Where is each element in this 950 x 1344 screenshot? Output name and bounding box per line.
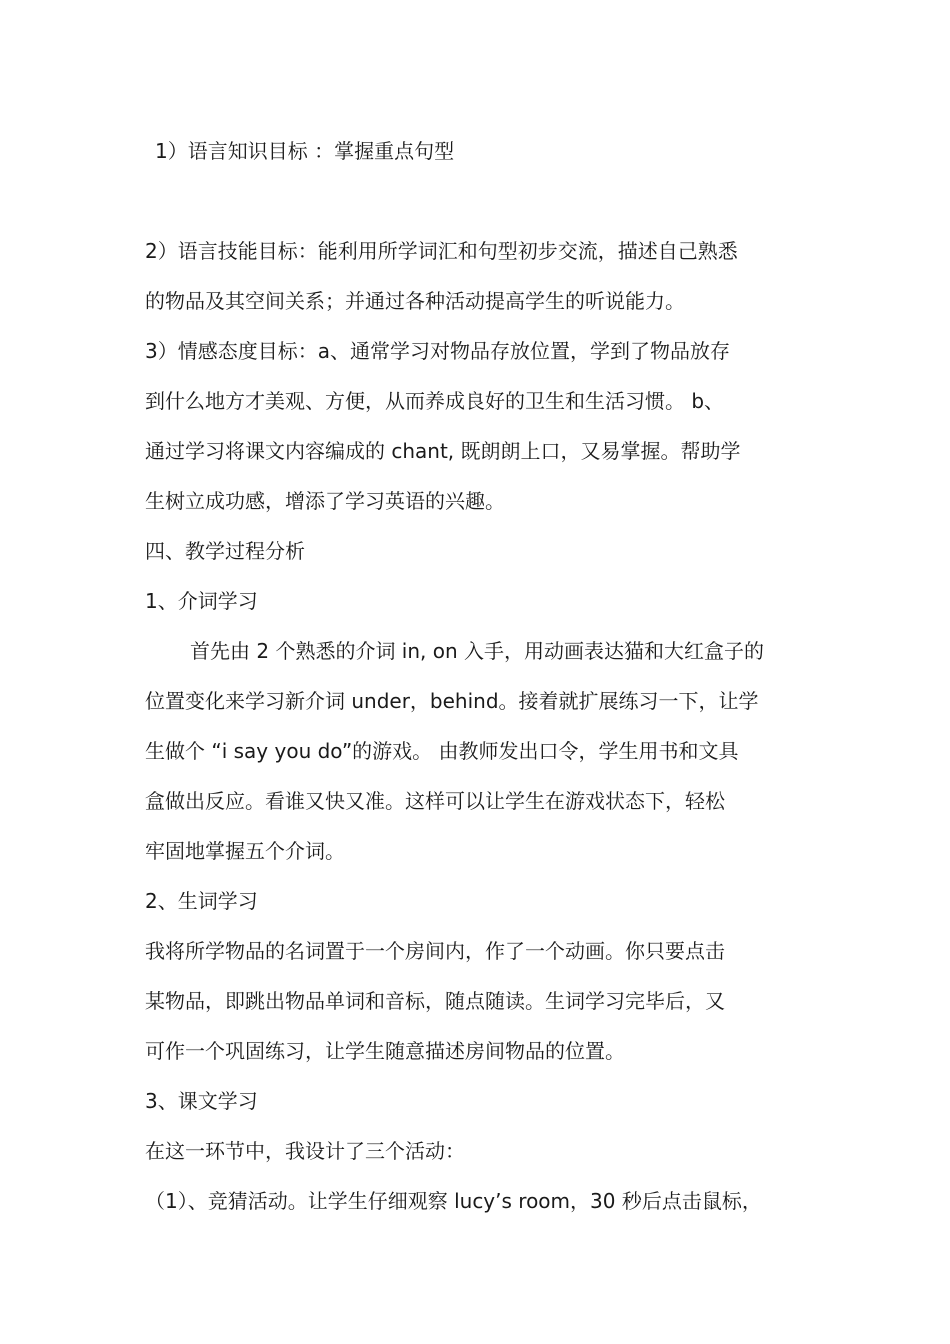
text-line: 可作一个巩固练习，让学生随意描述房间物品的位置。 [145, 1039, 625, 1063]
text-line: 的物品及其空间关系；并通过各种活动提高学生的听说能力。 [145, 289, 685, 313]
subsection-heading: 3、课文学习 [145, 1089, 258, 1113]
text-line: 牢固地掌握五个介词。 [145, 839, 345, 863]
subsection-heading: 1、介词学习 [145, 589, 258, 613]
text-line: 我将所学物品的名词置于一个房间内，作了一个动画。你只要点击 [145, 939, 725, 963]
text-line: 某物品，即跳出物品单词和音标，随点随读。生词学习完毕后，又 [145, 989, 725, 1013]
text-line: 1）语言知识目标 ：掌握重点句型 [155, 139, 455, 163]
text-line: 首先由 2 个熟悉的介词 in, on 入手，用动画表达猫和大红盒子的 [190, 639, 765, 663]
text-line: 位置变化来学习新介词 under，behind。接着就扩展练习一下，让学 [145, 689, 759, 713]
text-line: 在这一环节中，我设计了三个活动： [145, 1139, 465, 1163]
text-line: 2）语言技能目标：能利用所学词汇和句型初步交流，描述自己熟悉 [145, 239, 738, 263]
text-line: 到什么地方才美观、方便，从而养成良好的卫生和生活习惯。 b、 [145, 389, 725, 413]
text-line: 生做个 “i say you do”的游戏。 由教师发出口令，学生用书和文具 [145, 739, 739, 763]
text-line: 3）情感态度目标：a、通常学习对物品存放位置，学到了物品放存 [145, 339, 730, 363]
text-line: 通过学习将课文内容编成的 chant, 既朗朗上口，又易掌握。帮助学 [145, 439, 741, 463]
text-line: （1）、竞猜活动。让学生仔细观察 lucy’s room，30 秒后点击鼠标， [145, 1189, 762, 1213]
section-heading: 四、教学过程分析 [145, 539, 305, 563]
text-line: 生树立成功感，增添了学习英语的兴趣。 [145, 489, 505, 513]
subsection-heading: 2、生词学习 [145, 889, 258, 913]
text-line: 盒做出反应。看谁又快又准。这样可以让学生在游戏状态下，轻松 [145, 789, 725, 813]
